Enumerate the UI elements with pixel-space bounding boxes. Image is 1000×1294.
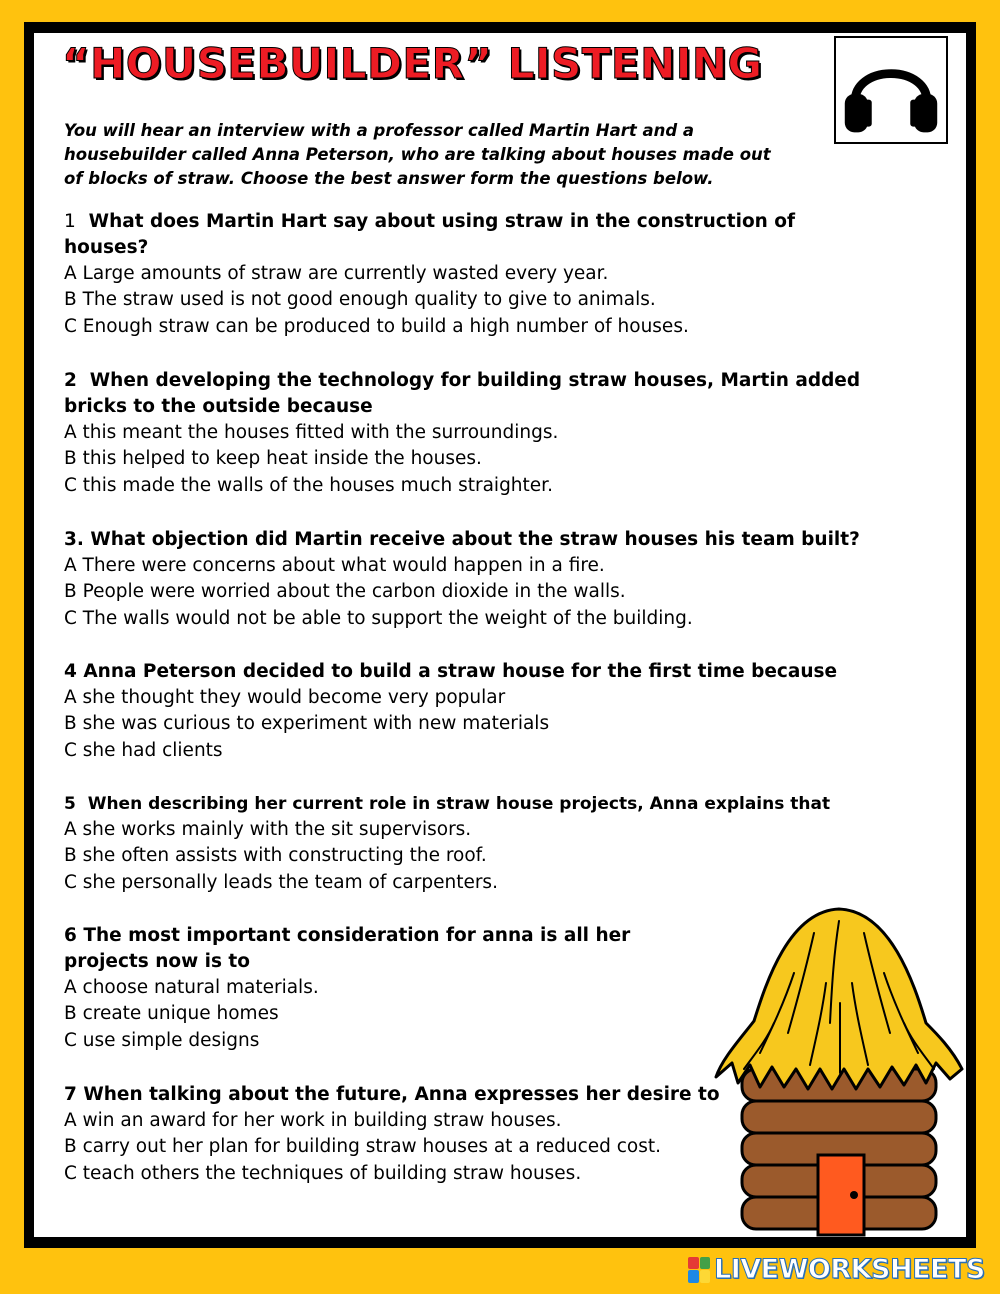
answer-option-a[interactable]: A choose natural materials.: [64, 977, 319, 998]
question-3: [64, 527, 944, 632]
question-number: 6: [64, 925, 77, 946]
question-stem: [64, 791, 944, 817]
worksheet-title: “HOUSEBUILDER” LISTENING: [62, 39, 763, 88]
question-2: [64, 368, 924, 499]
straw-hut-illustration: [714, 873, 964, 1237]
question-number: 3.: [64, 529, 84, 550]
question-stem: [64, 209, 884, 261]
liveworksheets-logo-icon: [688, 1257, 710, 1283]
question-text: Anna Peterson decided to build a straw house for the first time because: [83, 661, 838, 682]
question-text: When describing her current role in straw house projects, Anna explains that: [87, 794, 831, 814]
answer-option-a[interactable]: A this meant the houses fitted with the surroundings.: [64, 422, 559, 443]
answer-option-c[interactable]: C she had clients: [64, 739, 223, 761]
worksheet-page: [34, 33, 966, 1237]
question-stem: [64, 527, 944, 553]
question-6: [64, 923, 704, 1054]
answer-option-a[interactable]: A win an award for her work in building straw houses.: [64, 1110, 562, 1131]
question-4: [64, 659, 924, 764]
answer-option-c[interactable]: C The walls would not be able to support the weight of the building.: [64, 607, 693, 629]
brand-name: LIVEWORKSHEETS: [714, 1254, 985, 1285]
question-7: [64, 1082, 744, 1187]
liveworksheets-branding[interactable]: [688, 1254, 985, 1285]
question-text: The most important consideration for anna is all her projects now is to: [64, 925, 631, 972]
question-number: 4: [64, 661, 77, 682]
answer-option-b[interactable]: B The straw used is not good enough quality to give to animals.: [64, 289, 656, 311]
question-text: What does Martin Hart say about using straw in the construction of houses?: [64, 211, 796, 258]
question-number: 1: [64, 211, 76, 232]
answer-option-b[interactable]: B People were worried about the carbon dioxide in the walls.: [64, 581, 626, 603]
question-stem: [64, 368, 924, 420]
question-number: 7: [64, 1084, 77, 1105]
answer-option-b[interactable]: B carry out her plan for building straw houses at a reduced cost.: [64, 1136, 662, 1158]
answer-option-c[interactable]: C teach others the techniques of building straw houses.: [64, 1162, 582, 1184]
question-1: [64, 209, 884, 340]
answer-option-a[interactable]: A There were concerns about what would happen in a fire.: [64, 555, 605, 576]
question-number: 5: [64, 794, 76, 814]
headphones-icon: [834, 36, 948, 144]
answer-option-c[interactable]: C this made the walls of the houses much straighter.: [64, 474, 553, 496]
answer-option-b[interactable]: B she often assists with constructing the roof.: [64, 845, 487, 867]
answer-option-a[interactable]: A she works mainly with the sit supervisors.: [64, 819, 472, 840]
question-text: When developing the technology for building straw houses, Martin added bricks to the outside because: [64, 370, 861, 417]
answer-option-b[interactable]: B she was curious to experiment with new materials: [64, 713, 550, 735]
answer-option-c[interactable]: C use simple designs: [64, 1029, 260, 1051]
question-stem: [64, 923, 704, 975]
question-number: 2: [64, 370, 77, 391]
answer-option-a[interactable]: A she thought they would become very popular: [64, 687, 506, 708]
question-stem: [64, 1082, 744, 1108]
answer-option-b[interactable]: B this helped to keep heat inside the houses.: [64, 448, 482, 470]
answer-option-a[interactable]: A Large amounts of straw are currently wasted every year.: [64, 263, 609, 284]
question-stem: [64, 659, 924, 685]
answer-option-c[interactable]: C she personally leads the team of carpenters.: [64, 871, 498, 893]
answer-option-b[interactable]: B create unique homes: [64, 1003, 279, 1025]
instructions: You will hear an interview with a professor called Martin Hart and a housebuilder called Anna Peterson, who are talking about houses made out of blocks of straw. Choose the best answer form the questions below.: [64, 121, 771, 188]
answer-option-c[interactable]: C Enough straw can be produced to build a high number of houses.: [64, 315, 689, 337]
question-text: What objection did Martin receive about the straw houses his team built?: [90, 529, 860, 550]
question-text: When talking about the future, Anna expresses her desire to: [83, 1084, 720, 1105]
